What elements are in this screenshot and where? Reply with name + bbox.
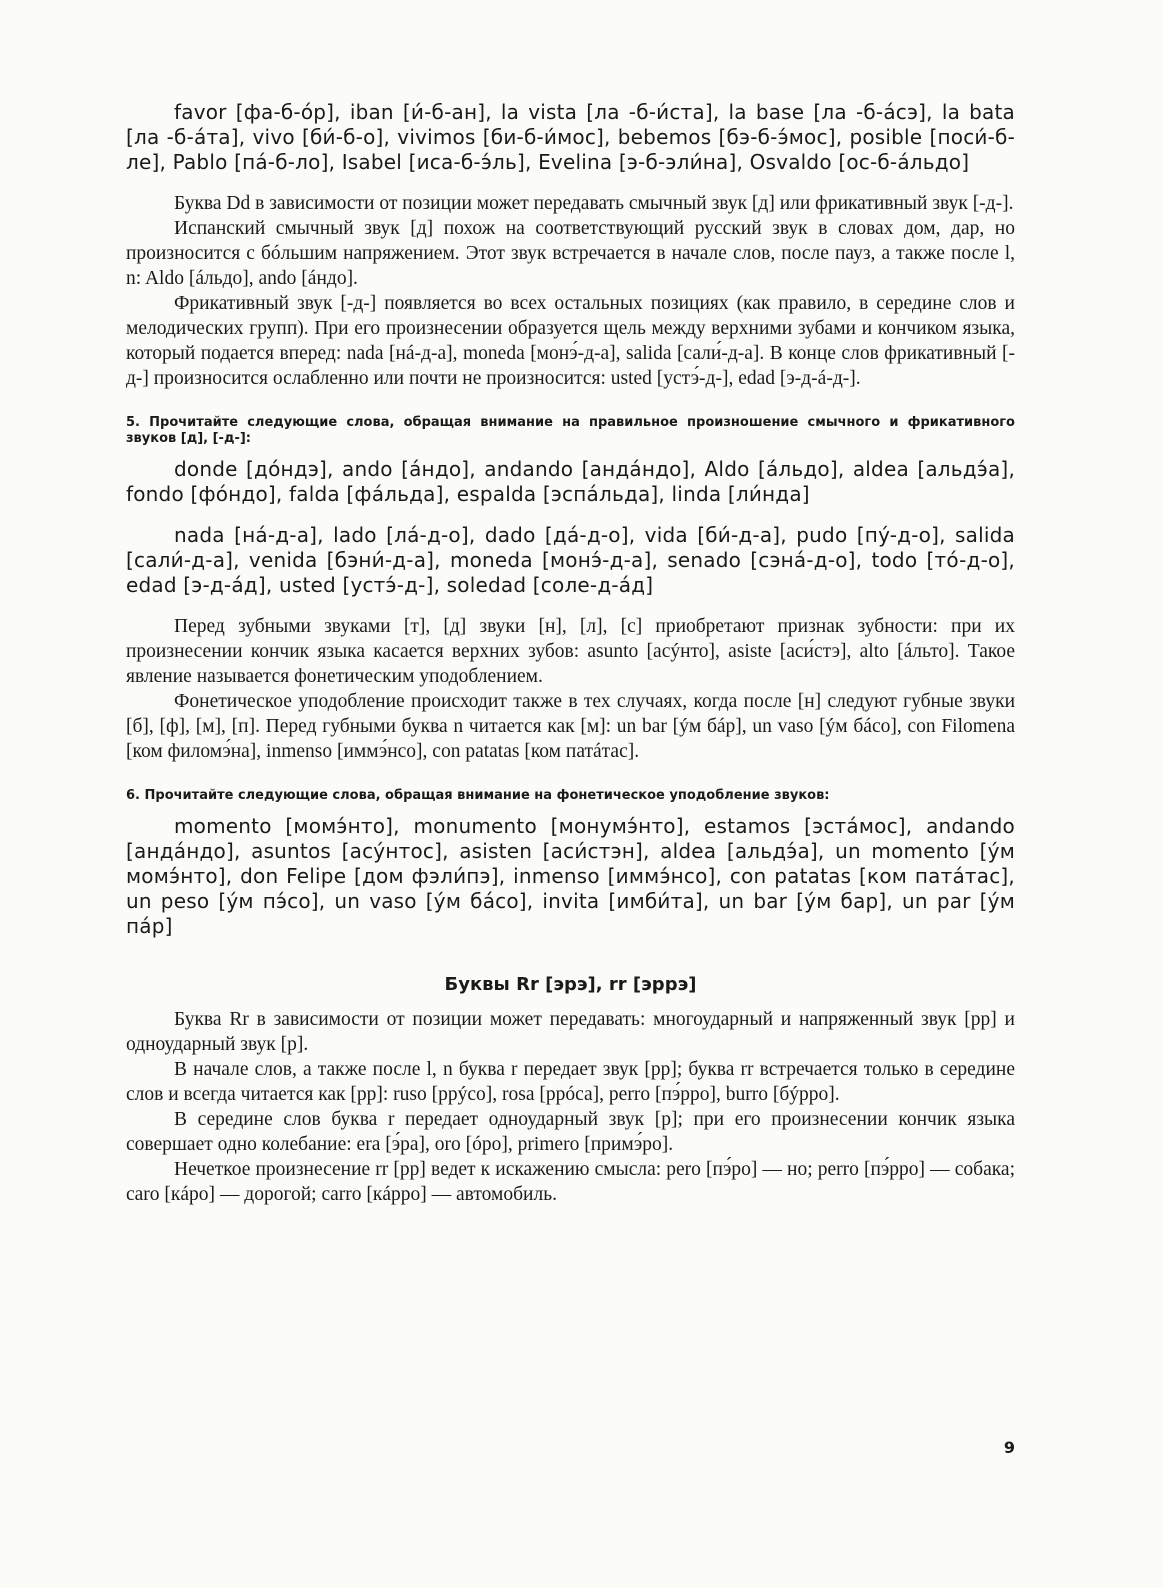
exercise-5-stop-words: donde [дóндэ], ando [áндо], andando [андáндо], Aldo [áльдо], aldea [альдэ́а], fondo [фóндо], falda [фáльда], espalda [эспáльда], linda [ли́нда]: [126, 457, 1015, 506]
r-contrast-paragraph: Нечеткое произнесение rr [рр] ведет к искажению смысла: pero [пэ́ро] — но; perro [пэ́рро] — собака; caro [кáро] — дорогой; carro [кáрро] — автомобиль.: [126, 1159, 1015, 1205]
stop-d-paragraph: Испанский смычный звук [д] похож на соответствующий русский звук в словах дом, дар, но произносится с бóльшим напряжением. Этот звук встречается в начале слов, после пауз, а также после l, n: Aldo [áльдо], ando [áндо].: [126, 218, 1015, 289]
r-middle-paragraph: В середине слов буква r передает одноударный звук [р]; при его произнесении кончик языка совершает одно колебание: era [э́ра], oro [óро], primero [примэ́ро].: [126, 1109, 1015, 1155]
b-fricative-examples: favor [фа-б-óр], iban [и́-б-ан], la vista [ла -б-и́ста], la base [ла -б-áсэ], la bata [ла -б-áта], vivo [би́-б-о], vivimos [би-б-и́мос], bebemos [бэ-б-э́мос], posible [поси́-б-ле], Pablo [пá-б-ло], Isabel [иса-б-э́ль], Evelina [э-б-эли́на], Osvaldo [ос-б-áльдо]: [126, 100, 1015, 174]
labial-assimilation-paragraph: Фонетическое уподобление происходит также в тех случаях, когда после [н] следуют губные звуки [б], [ф], [м], [п]. Перед губными буква n читается как [м]: un bar [ýм бáр], un vaso [ýм бáсо], con Filomena [ком филомэ́на], inmenso [иммэ́нсо], con patatas [ком патáтас].: [126, 691, 1015, 762]
section-heading-rr: Буквы Rr [эрэ], rr [эррэ]: [444, 974, 697, 995]
dd-intro-paragraph: Буква Dd в зависимости от позиции может передавать смычный звук [д] или фрикативный звук [-д-].: [174, 193, 1014, 214]
rr-initial-paragraph: В начале слов, а также после l, n буква r передает звук [рр]; буква rr встречается только в середине слов и всегда читается как [рр]: ruso [ррýсо], rosa [ррóса], perro [пэ́рро], burro [бýрро].: [126, 1059, 1015, 1105]
exercise-5-title: 5. Прочитайте следующие слова, обращая внимание на правильное произношение смычного и фрикативного звуков [д], [-д-]:: [126, 415, 1015, 446]
page-number: 9: [1003, 1438, 1015, 1457]
exercise-5-fricative-words: nada [нá-д-а], lado [лá-д-о], dado [дá-д-о], vida [би́-д-а], pudo [пý-д-о], salida [сали́-д-а], venida [бэни́-д-а], moneda [монэ́-д-а], senado [сэнá-д-о], todo [тó-д-о], edad [э-д-áд], usted [устэ́-д-], soledad [соле-д-áд]: [126, 523, 1015, 597]
rr-intro-paragraph: Буква Rr в зависимости от позиции может передавать: многоударный и напряженный звук [рр] и одноударный звук [р].: [126, 1009, 1015, 1055]
dental-assimilation-paragraph: Перед зубными звуками [т], [д] звуки [н], [л], [с] приобретают признак зубности: при их произнесении кончик языка касается верхних зубов: asunto [асýнто], asiste [аси́стэ], alto [áльто]. Такое явление называется фонетическим уподоблением.: [126, 616, 1015, 687]
fricative-d-paragraph: Фрикативный звук [-д-] появляется во всех остальных позициях (как правило, в середине слов и мелодических групп). При его произнесении образуется щель между верхними зубами и кончиком языка, который подается вперед: nada [нá-д-а], moneda [монэ́-д-а], salida [сали́-д-а]. В конце слов фрикативный [-д-] произносится ослабленно или почти не произносится: usted [устэ́-д-], edad [э-д-á-д-].: [126, 293, 1015, 389]
exercise-6-title: 6. Прочитайте следующие слова, обращая внимание на фонетическое уподобление звуков:: [126, 788, 830, 803]
exercise-6-words: momento [момэ́нто], monumento [монумэ́нто], estamos [эстáмос], andando [андáндо], asuntos [асýнтос], asisten [аси́стэн], aldea [альдэ́а], un momento [ýм момэ́нто], don Felipe [дом фэли́пэ], inmenso [иммэ́нсо], con patatas [ком патáтас], un peso [ýм пэ́со], un vaso [ýм бáсо], invita [имби́та], un bar [ýм бар], un par [ýм пáр]: [126, 814, 1015, 938]
